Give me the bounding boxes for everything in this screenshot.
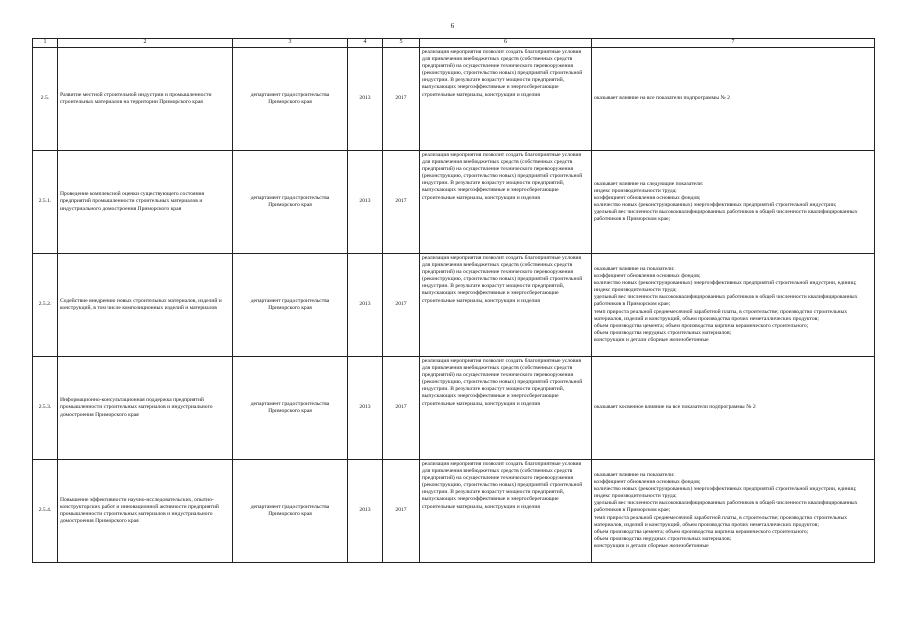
indicator-line: объем производства цемента; объем производства кирпича керамического строительного; [594,528,809,535]
item-start-year: 2013 [348,460,383,563]
header-row [33,39,875,48]
item-indicators [592,151,875,254]
indicator-line: объем производства цемента; объем производства кирпича керамического строительного; [594,322,809,329]
measures-table [32,38,875,563]
item-number: 2.5.1. [33,151,58,254]
item-number: 2.5.4. [33,460,58,563]
table-row [33,48,875,151]
item-start-year: 2013 [348,151,383,254]
item-result: реализация мероприятия позволит создать благоприятные условия для привлечения внебюджетных средств (собственных средств предприятий) на осуществление технического перевооружения (реконструкцию, строительство новых) предприятий строительной индустрии. В результате возрастут мощности предприятий, выпускающих энергоэффективные и энергосберегающие строительные материалы, конструкции и изделия [420,48,592,151]
indicator-line: оказывает влияние на следующие показатели: [594,180,704,187]
table-row [33,151,875,254]
page-number: 6 [450,22,455,30]
item-end-year: 2017 [383,151,420,254]
indicator-line: темп прироста реальной среднемесячной заработной платы, в строительстве; производство строительных материалов, изделий и конструкций, объем производства прочих неметаллических продуктов; [594,308,848,322]
indicator-line: количество новых (реконструированных) энергоэффективных предприятий строительной индустрии; [594,202,837,208]
indicator-line: удельный вес численности высококвалифицированных работников в общей численности квалифицированных работников в Приморском крае; [594,500,858,514]
item-executor: департамент градостроительства Приморского края [233,48,348,151]
item-number: 2.5.3. [33,357,58,460]
indicator-line: количество новых (реконструированных) энергоэффективных предприятий строительной индустрии, единиц; индекс производительности труда; [594,280,857,294]
item-name: Информационно-консультационная поддержка предприятий промышленности строительных материалов и индустриального домостроения Приморского края [58,357,233,460]
indicator-line: количество новых (реконструированных) энергоэффективных предприятий строительной индустрии, единиц; индекс производительности труда; [594,486,857,500]
table-row [33,460,875,563]
item-executor: департамент градостроительства Приморского края [233,151,348,254]
header-cell: 3 [233,39,348,48]
indicator-line: объем производства нерудных строительных материалов; [594,329,732,336]
item-end-year: 2017 [383,460,420,563]
indicator-line: оказывает влияние на показатели: [594,471,675,478]
indicator-line: удельный вес численности высококвалифицированных работников в общей численности квалифицированных работников в Приморском крае; [594,209,858,223]
item-result: реализация мероприятия позволит создать благоприятные условия для привлечения внебюджетных средств (собственных средств предприятий) на осуществление технического перевооружения (реконструкцию, строительство новых) предприятий строительной индустрии. В результате возрастут мощности предприятий, выпускающих энергоэффективные и энергосберегающие строительные материалы, конструкции и изделия [420,151,592,254]
item-end-year: 2017 [383,48,420,151]
indicator-line: конструкции и детали сборные железобетонные [594,542,709,549]
header-cell: 7 [592,39,875,48]
header-cell: 5 [383,39,420,48]
indicator-line: оказывает влияние на все показатели подпрограммы № 2 [594,95,730,102]
item-indicators [592,357,875,460]
item-indicators [592,460,875,563]
item-number: 2.5. [33,48,58,151]
item-result: реализация мероприятия позволит создать благоприятные условия для привлечения внебюджетных средств (собственных средств предприятий) на осуществление технического перевооружения (реконструкцию, строительство новых) предприятий строительной индустрии. В результате возрастут мощности предприятий, выпускающих энергоэффективные и энергосберегающие строительные материалы, конструкции и изделия [420,357,592,460]
item-number: 2.5.2. [33,254,58,357]
item-start-year: 2013 [348,254,383,357]
table-row [33,357,875,460]
header-cell: 2 [58,39,233,48]
item-executor: департамент градостроительства Приморского края [233,460,348,563]
indicator-line: удельный вес численности высококвалифицированных работников в общей численности квалифицированных работников в Приморском крае; [594,294,858,308]
item-name: Проведение комплексной оценки существующего состояния предприятий промышленности строительных материалов и индустриального домостроения Приморского края [58,151,233,254]
item-end-year: 2017 [383,357,420,460]
item-name: Повышение эффективности научно-исследовательских, опытно-конструкторских работ и инновационной активности предприятий промышленности строительных материалов и индустриального домостроения Приморского края [58,460,233,563]
item-name: Развитие местной строительной индустрии и промышленности строительных материалов на территории Приморского края [58,48,233,151]
item-indicators [592,48,875,151]
indicator-line: коэффициент обновления основных фондов; [594,479,701,486]
item-name: Содействие внедрению новых строительных материалов, изделий и конструкций, в том числе композиционных изделий и материалов [58,254,233,357]
item-start-year: 2013 [348,357,383,460]
header-cell: 1 [33,39,58,48]
item-result: реализация мероприятия позволит создать благоприятные условия для привлечения внебюджетных средств (собственных средств предприятий) на осуществление технического перевооружения (реконструкцию, строительство новых) предприятий строительной индустрии. В результате возрастут мощности предприятий, выпускающих энергоэффективные и энергосберегающие строительные материалы, конструкции и изделия [420,254,592,357]
item-end-year: 2017 [383,254,420,357]
item-result: реализация мероприятия позволит создать благоприятные условия для привлечения внебюджетных средств (собственных средств предприятий) на осуществление технического перевооружения (реконструкцию, строительство новых) предприятий строительной индустрии. В результате возрастут мощности предприятий, выпускающих энергоэффективные и энергосберегающие строительные материалы, конструкции и изделия [420,460,592,563]
indicator-line: коэффициент обновления основных фондов; [594,194,701,201]
indicator-line: индекс производительности труда; [594,187,677,194]
indicator-line: конструкции и детали сборные железобетонные [594,336,709,343]
indicator-line: темп прироста реальной среднемесячной заработной платы, в строительстве; производство строительных материалов, изделий и конструкций, объем производства прочих неметаллических продуктов; [594,514,848,528]
indicator-line: оказывает косвенное влияние на все показатели подпрограммы № 2 [594,404,756,411]
indicator-line: оказывает влияние на показатели: [594,265,675,272]
table-row [33,254,875,357]
header-cell: 4 [348,39,383,48]
item-indicators [592,254,875,357]
header-cell: 6 [420,39,592,48]
indicator-line: коэффициент обновления основных фондов; [594,273,701,280]
indicator-line: объем производства нерудных строительных материалов; [594,535,732,542]
item-executor: департамент градостроительства Приморского края [233,254,348,357]
item-executor: департамент градостроительства Приморского края [233,357,348,460]
item-start-year: 2013 [348,48,383,151]
